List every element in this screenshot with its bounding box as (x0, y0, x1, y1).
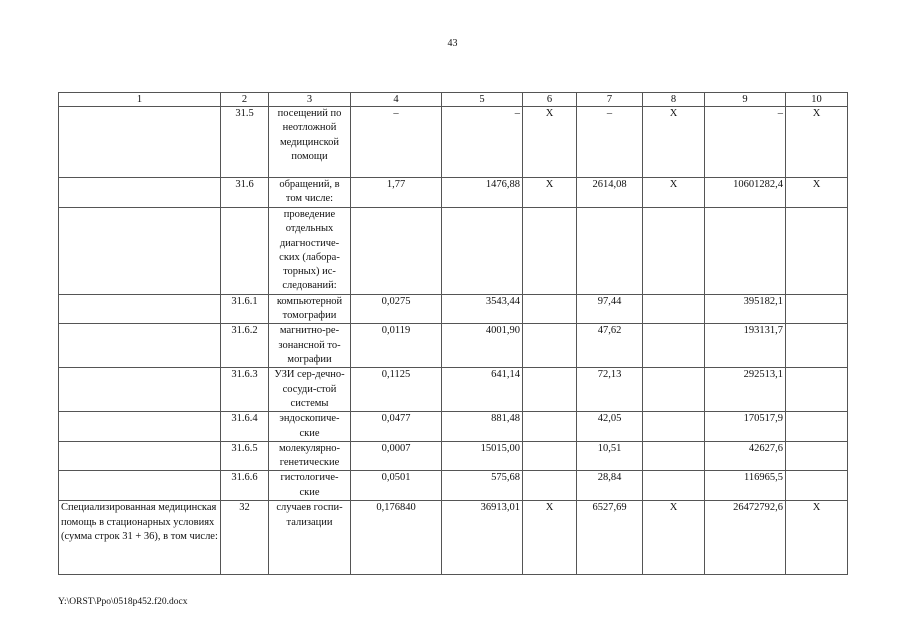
table-cell-col-6 (523, 208, 577, 295)
table-cell-col-9: 10601282,4 (705, 178, 786, 208)
table-cell-col-10 (786, 412, 848, 442)
table-body (59, 107, 848, 575)
table-cell-col-1 (59, 107, 221, 178)
column-header: 6 (523, 93, 577, 107)
table-row (59, 412, 848, 442)
table-cell-col-9: 395182,1 (705, 294, 786, 324)
table-cell-col-8 (643, 441, 705, 471)
table-cell-col-4: 0,176840 (351, 501, 442, 575)
table-cell-col-6 (523, 441, 577, 471)
table-cell-col-9: 26472792,6 (705, 501, 786, 575)
column-header: 8 (643, 93, 705, 107)
column-header: 3 (269, 93, 351, 107)
table-cell-col-9: 42627,6 (705, 441, 786, 471)
table-cell-col-10: Х (786, 501, 848, 575)
table-cell-col-3: УЗИ сер-дечно-сосуди-стой системы (269, 368, 351, 412)
table-cell-col-7: 72,13 (577, 368, 643, 412)
table-cell-col-3: компьютерной томографии (269, 294, 351, 324)
table-cell-col-9: 170517,9 (705, 412, 786, 442)
table-cell-col-5: 36913,01 (442, 501, 523, 575)
table-cell-col-3: молекулярно-генетические (269, 441, 351, 471)
table-cell-col-5: 15015,00 (442, 441, 523, 471)
table-cell-col-6: Х (523, 178, 577, 208)
table-cell-col-10 (786, 441, 848, 471)
table-cell-col-7: 97,44 (577, 294, 643, 324)
table-cell-col-9 (705, 208, 786, 295)
table-row (59, 368, 848, 412)
table-cell-col-10 (786, 471, 848, 501)
table-cell-col-9: – (705, 107, 786, 178)
table-cell-col-6 (523, 368, 577, 412)
table-cell-col-5: 4001,90 (442, 324, 523, 368)
table-cell-col-3: эндоскопиче-ские (269, 412, 351, 442)
table-cell-col-6 (523, 294, 577, 324)
table-cell-col-1 (59, 412, 221, 442)
table-cell-col-2: 31.6.3 (221, 368, 269, 412)
file-path-footer: Y:\ORST\Ppo\0518p452.f20.docx (58, 597, 188, 607)
table-cell-col-5: 641,14 (442, 368, 523, 412)
table-cell-col-2: 31.6 (221, 178, 269, 208)
table-row (59, 107, 848, 178)
table-cell-col-7: 2614,08 (577, 178, 643, 208)
table-cell-col-5: 881,48 (442, 412, 523, 442)
table-cell-col-2: 31.6.2 (221, 324, 269, 368)
page-number: 43 (447, 38, 458, 49)
table-cell-col-3: гистологиче-ские (269, 471, 351, 501)
table-row (59, 471, 848, 501)
column-header: 5 (442, 93, 523, 107)
table-cell-col-6: Х (523, 107, 577, 178)
table-cell-col-3: обращений, в том числе: (269, 178, 351, 208)
table-cell-col-5: 1476,88 (442, 178, 523, 208)
table-cell-col-8: Х (643, 107, 705, 178)
table-cell-col-5 (442, 208, 523, 295)
table-cell-col-4: 1,77 (351, 178, 442, 208)
table-cell-col-4: 0,0007 (351, 441, 442, 471)
table-cell-col-3: проведение отдельных диагностиче-ских (лабора-торных) ис-следований: (269, 208, 351, 295)
table-header-row (59, 93, 848, 107)
table-cell-col-9: 116965,5 (705, 471, 786, 501)
table-cell-col-7: 6527,69 (577, 501, 643, 575)
table-cell-col-4 (351, 208, 442, 295)
table-cell-col-2: 31.6.1 (221, 294, 269, 324)
table-cell-col-8: Х (643, 178, 705, 208)
column-header: 2 (221, 93, 269, 107)
table-cell-col-1 (59, 208, 221, 295)
column-header: 4 (351, 93, 442, 107)
table-cell-col-7: – (577, 107, 643, 178)
table-cell-col-8 (643, 294, 705, 324)
table-cell-col-4: 0,1125 (351, 368, 442, 412)
table-cell-col-2 (221, 208, 269, 295)
table-row (59, 208, 848, 295)
table-cell-col-10 (786, 294, 848, 324)
table-cell-col-1 (59, 471, 221, 501)
table-row (59, 178, 848, 208)
table-cell-col-5: – (442, 107, 523, 178)
table-cell-col-9: 292513,1 (705, 368, 786, 412)
table-cell-col-6 (523, 412, 577, 442)
table-cell-col-4: 0,0501 (351, 471, 442, 501)
table-cell-col-10 (786, 368, 848, 412)
table-cell-col-4: 0,0275 (351, 294, 442, 324)
table-cell-col-7: 47,62 (577, 324, 643, 368)
table-cell-col-6 (523, 471, 577, 501)
table-cell-col-9: 193131,7 (705, 324, 786, 368)
table-row (59, 324, 848, 368)
table-row (59, 501, 848, 575)
table-cell-col-8 (643, 471, 705, 501)
table-cell-col-1 (59, 294, 221, 324)
table-cell-col-8 (643, 368, 705, 412)
table-cell-col-2: 31.5 (221, 107, 269, 178)
table-row (59, 441, 848, 471)
table-cell-col-1 (59, 178, 221, 208)
table-cell-col-3: посещений по неотложной медицинской помощи (269, 107, 351, 178)
table-cell-col-2: 31.6.5 (221, 441, 269, 471)
table-cell-col-6 (523, 324, 577, 368)
table-cell-col-4: 0,0119 (351, 324, 442, 368)
table-cell-col-8 (643, 324, 705, 368)
table-cell-col-2: 31.6.4 (221, 412, 269, 442)
table-cell-col-7 (577, 208, 643, 295)
table-cell-col-7: 28,84 (577, 471, 643, 501)
table-cell-col-10 (786, 324, 848, 368)
table-cell-col-8 (643, 412, 705, 442)
table-cell-col-1 (59, 324, 221, 368)
table-cell-col-5: 575,68 (442, 471, 523, 501)
table-cell-col-10 (786, 208, 848, 295)
table-cell-col-10: Х (786, 107, 848, 178)
table-cell-col-3: случаев госпи-тализации (269, 501, 351, 575)
table-cell-col-3: магнитно-ре-зонансной то-мографии (269, 324, 351, 368)
table-cell-col-7: 42,05 (577, 412, 643, 442)
table-cell-col-1 (59, 368, 221, 412)
table-cell-col-8: Х (643, 501, 705, 575)
table-cell-col-2: 32 (221, 501, 269, 575)
column-header: 9 (705, 93, 786, 107)
table-cell-col-1: Специализированная медицинская помощь в стационарных условиях (сумма строк 31 + 36), в том числе: (59, 501, 221, 575)
table-cell-col-5: 3543,44 (442, 294, 523, 324)
table-cell-col-10: Х (786, 178, 848, 208)
table-cell-col-4: – (351, 107, 442, 178)
table-cell-col-8 (643, 208, 705, 295)
table-cell-col-2: 31.6.6 (221, 471, 269, 501)
table-cell-col-4: 0,0477 (351, 412, 442, 442)
column-header: 10 (786, 93, 848, 107)
table-cell-col-1 (59, 441, 221, 471)
table-cell-col-6: Х (523, 501, 577, 575)
data-table (58, 92, 848, 575)
table-cell-col-7: 10,51 (577, 441, 643, 471)
column-header: 1 (59, 93, 221, 107)
table-row (59, 294, 848, 324)
column-header: 7 (577, 93, 643, 107)
